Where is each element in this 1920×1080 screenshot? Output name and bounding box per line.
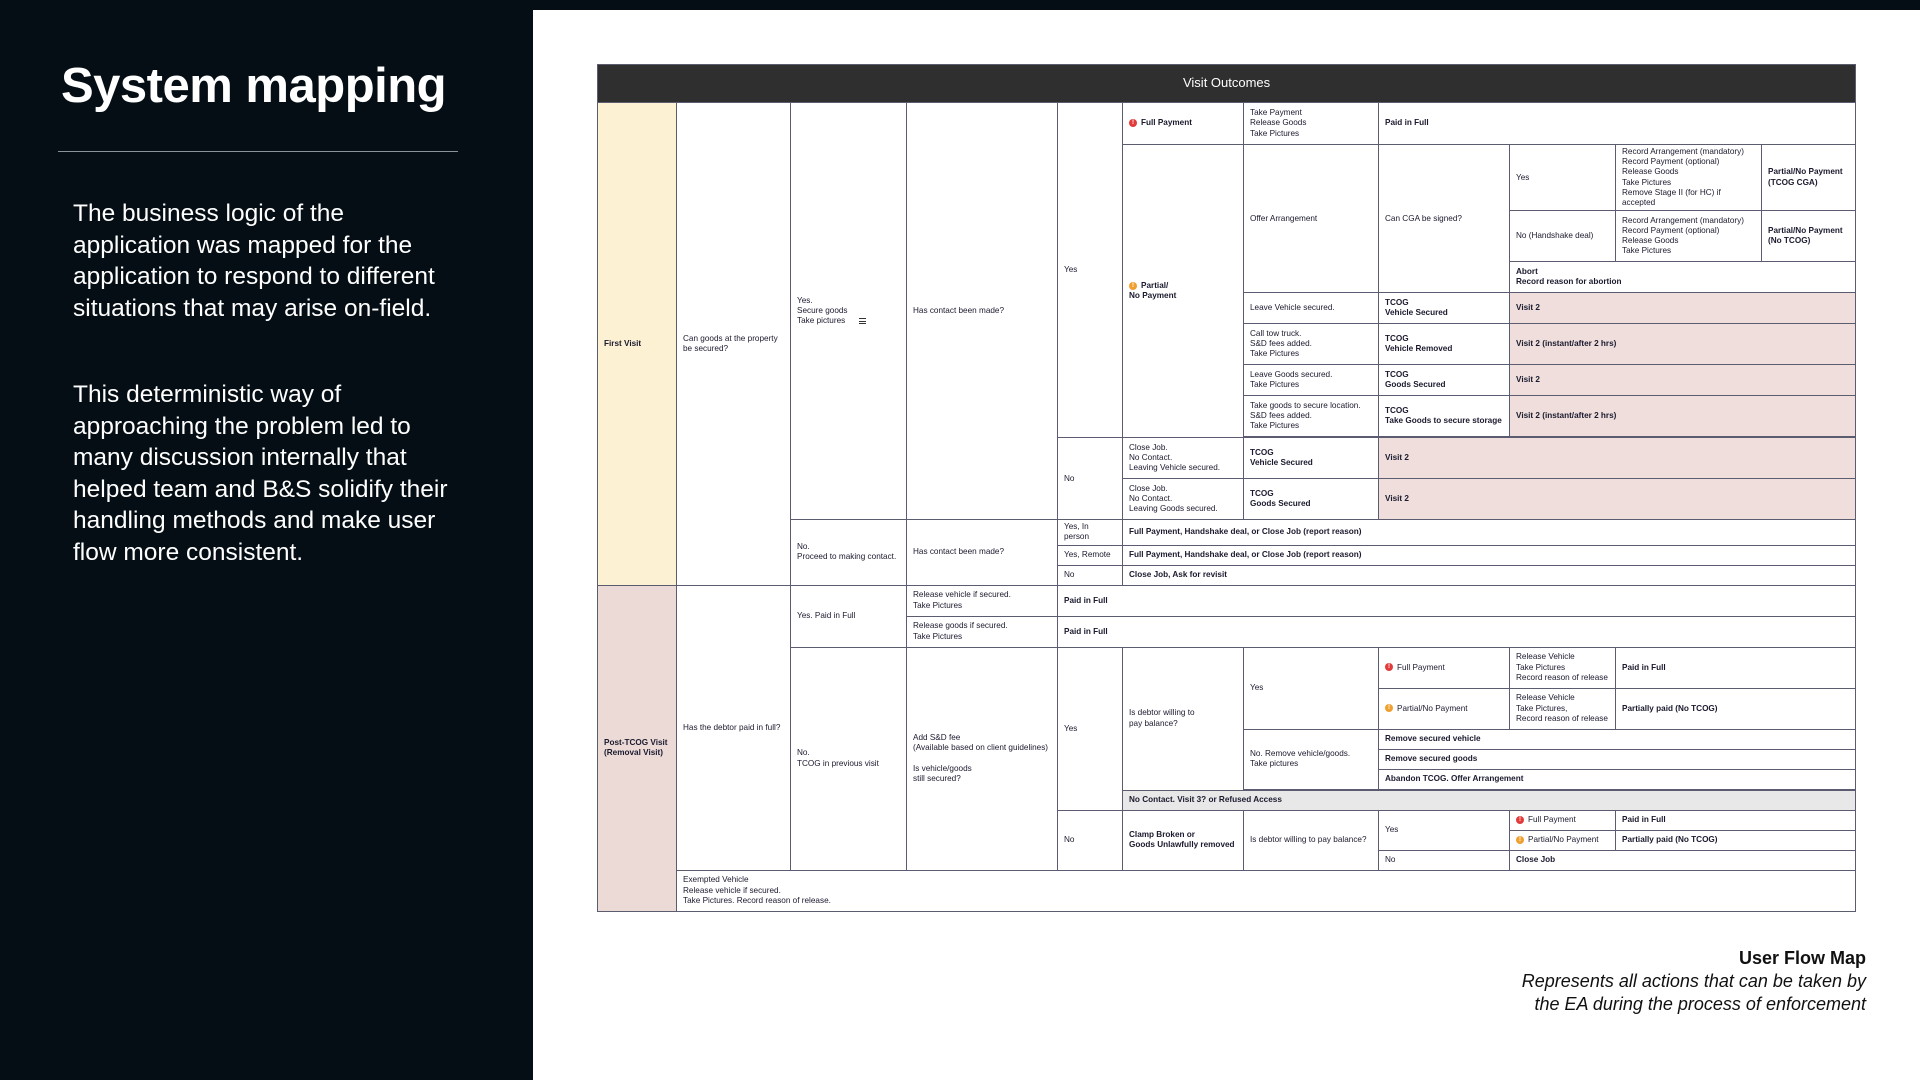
pt-full-payment2 [1510, 810, 1616, 830]
diagram-caption [1522, 947, 1866, 1016]
pt-remove-goods: Remove secured goods [1379, 749, 1856, 769]
fv-tcog-goods-secured: TCOG Goods Secured [1379, 365, 1510, 396]
pt-partial-result2: Partially paid (No TCOG) [1616, 830, 1856, 850]
fv-tcog-vehicle-secured: TCOG Vehicle Secured [1379, 293, 1510, 324]
pt-yes-paid: Yes. Paid in Full [791, 585, 907, 647]
pt-full-payment-label: Full Payment [1397, 662, 1445, 672]
title-divider [58, 151, 458, 152]
pt-partial-result: Partially paid (No TCOG) [1616, 688, 1856, 729]
fv-no-contact: No [1058, 565, 1123, 585]
diagram-header: Visit Outcomes [598, 65, 1856, 103]
first-visit-label: First Visit [598, 103, 677, 586]
pt-full-action: Release Vehicle Take Pictures Record reason of release [1510, 647, 1616, 688]
fv-remote-result: Full Payment, Handshake deal, or Close Job (report reason) [1123, 545, 1856, 565]
pt-full-payment [1379, 647, 1510, 688]
fv-no: No [1058, 438, 1123, 520]
visit-outcomes-flow-map [597, 64, 1856, 912]
pt-clamp-broken: Clamp Broken or Goods Unlawfully removed [1123, 810, 1244, 870]
pt-partial2 [1510, 830, 1616, 850]
fv-close-goods-visit2: Visit 2 [1379, 479, 1856, 520]
pt-question: Has the debtor paid in full? [677, 585, 791, 870]
pt-partial-action: Release Vehicle Take Pictures, Record reason of release [1510, 688, 1616, 729]
pt-release-goods: Release goods if secured. Take Pictures [907, 616, 1058, 647]
fv-contact-question2: Has contact been made? [907, 520, 1058, 585]
caption-subtitle-line1: Represents all actions that can be taken by [1521, 971, 1866, 991]
pt-no2: No [1379, 850, 1510, 870]
full-payment-icon: ! [1129, 119, 1137, 127]
pt-release-vehicle: Release vehicle if secured. Take Pictures [907, 585, 1058, 616]
partial-payment-icon: ! [1516, 836, 1524, 844]
pt-yes: Yes [1058, 647, 1123, 810]
fv-paid-in-full: Paid in Full [1379, 103, 1856, 145]
list-icon [859, 317, 866, 326]
pt-paid-in-full-b: Paid in Full [1058, 616, 1856, 647]
fv-offer-arrangement: Offer Arrangement [1244, 145, 1379, 293]
fv-tcog-take-goods: TCOG Take Goods to secure storage [1379, 396, 1510, 437]
pt-full-result: Paid in Full [1616, 647, 1856, 688]
fv-partial [1123, 145, 1244, 438]
partial-payment-icon: ! [1129, 282, 1137, 290]
fv-abort: Abort Record reason for abortion [1510, 262, 1856, 293]
pt-remove-vehicle: Remove secured vehicle [1379, 729, 1856, 749]
pt-no-remove: No. Remove vehicle/goods. Take pictures [1244, 729, 1379, 789]
pt-close-job: Close Job [1510, 850, 1856, 870]
fv-contact-question: Has contact been made? [907, 103, 1058, 520]
fv-yes-branch-text: Yes. Secure goods Take pictures [797, 295, 848, 326]
full-payment-icon: ! [1385, 663, 1393, 671]
fv-cga-yes-result: Partial/No Payment (TCOG CGA) [1762, 145, 1856, 211]
pt-willing-question: Is debtor willing to pay balance? [1123, 647, 1244, 790]
fv-cga-no-action: Record Arrangement (mandatory) Record Payment (optional) Release Goods Take Pictures [1616, 211, 1762, 262]
pt-yes2: Yes [1379, 810, 1510, 850]
description-paragraph-2: This deterministic way of approaching the problem led to many discussion internally that helped team and B&S solidify their handling methods and make user flow more consistent. [73, 381, 448, 566]
fv-tcog-vehicle-removed: TCOG Vehicle Removed [1379, 324, 1510, 365]
fv-in-person-result: Full Payment, Handshake deal, or Close Job (report reason) [1123, 520, 1856, 545]
pt-willing-question2: Is debtor willing to pay balance? [1244, 810, 1379, 870]
fv-yes-branch [791, 103, 907, 520]
fv-cga-question: Can CGA be signed? [1379, 145, 1510, 293]
pt-no-tcog: No. TCOG in previous visit [791, 647, 907, 870]
fv-tow-truck: Call tow truck. S&D fees added. Take Pictures [1244, 324, 1379, 365]
fv-cga-yes-action: Record Arrangement (mandatory) Record Payment (optional) Release Goods Take Pictures Remove Stage II (for HC) if accepted [1616, 145, 1762, 211]
pt-no: No [1058, 810, 1123, 870]
fv-in-person: Yes, In person [1058, 520, 1123, 545]
description-paragraph-1: The business logic of the application was mapped for the application to respond to different situations that may arise on-field. [73, 200, 435, 322]
fv-no-contact-result: Close Job, Ask for revisit [1123, 565, 1856, 585]
fv-take-goods: Take goods to secure location. S&D fees added. Take Pictures [1244, 396, 1379, 437]
fv-no-branch: No. Proceed to making contact. [791, 520, 907, 585]
pt-add-fee: Add S&D fee (Available based on client guidelines) Is vehicle/goods still secured? [907, 647, 1058, 870]
fv-close-vehicle-visit2: Visit 2 [1379, 438, 1856, 479]
post-tcog-label: Post-TCOG Visit (Removal Visit) [598, 585, 677, 911]
full-payment-icon: ! [1516, 816, 1524, 824]
pt-exempted: Exempted Vehicle Release vehicle if secured. Take Pictures. Record reason of release. [677, 870, 1856, 911]
fv-remote: Yes, Remote [1058, 545, 1123, 565]
fv-partial-label: Partial/ No Payment [1129, 280, 1177, 301]
fv-cga-no-result: Partial/No Payment (No TCOG) [1762, 211, 1856, 262]
pt-partial2-label: Partial/No Payment [1528, 835, 1599, 845]
fv-visit2-instant-a: Visit 2 (instant/after 2 hrs) [1510, 324, 1856, 365]
pt-full-payment2-label: Full Payment [1528, 815, 1576, 825]
fv-visit2-instant-b: Visit 2 (instant/after 2 hrs) [1510, 396, 1856, 437]
fv-close-vehicle-tcog: TCOG Vehicle Secured [1244, 438, 1379, 479]
pt-paid-in-full2: Paid in Full [1616, 810, 1856, 830]
fv-full-payment-label: Full Payment [1141, 118, 1192, 128]
pt-willing-yes: Yes [1244, 647, 1379, 729]
left-panel [0, 0, 533, 1080]
fv-close-goods-tcog: TCOG Goods Secured [1244, 479, 1379, 520]
fv-full-payment [1123, 103, 1244, 145]
fv-cga-no: No (Handshake deal) [1510, 211, 1616, 262]
fv-question: Can goods at the property be secured? [677, 103, 791, 586]
slide-title: System mapping [61, 59, 447, 113]
pt-paid-in-full-a: Paid in Full [1058, 585, 1856, 616]
fv-close-goods: Close Job. No Contact. Leaving Goods secured. [1123, 479, 1244, 520]
caption-title: User Flow Map [1738, 948, 1866, 968]
fv-visit2-a: Visit 2 [1510, 293, 1856, 324]
caption-subtitle-line2: the EA during the process of enforcement [1534, 994, 1866, 1014]
partial-payment-icon: ! [1385, 704, 1393, 712]
fv-full-payment-action: Take Payment Release Goods Take Pictures [1244, 103, 1379, 145]
fv-yes: Yes [1058, 103, 1123, 438]
pt-partial [1379, 688, 1510, 729]
fv-leave-vehicle: Leave Vehicle secured. [1244, 293, 1379, 324]
fv-close-vehicle: Close Job. No Contact. Leaving Vehicle secured. [1123, 438, 1244, 479]
pt-abandon: Abandon TCOG. Offer Arrangement [1379, 769, 1856, 789]
pt-partial-label: Partial/No Payment [1397, 703, 1468, 713]
pt-no-contact: No Contact. Visit 3? or Refused Access [1123, 790, 1856, 810]
fv-visit2-b: Visit 2 [1510, 365, 1856, 396]
fv-leave-goods: Leave Goods secured. Take Pictures [1244, 365, 1379, 396]
fv-cga-yes: Yes [1510, 145, 1616, 211]
